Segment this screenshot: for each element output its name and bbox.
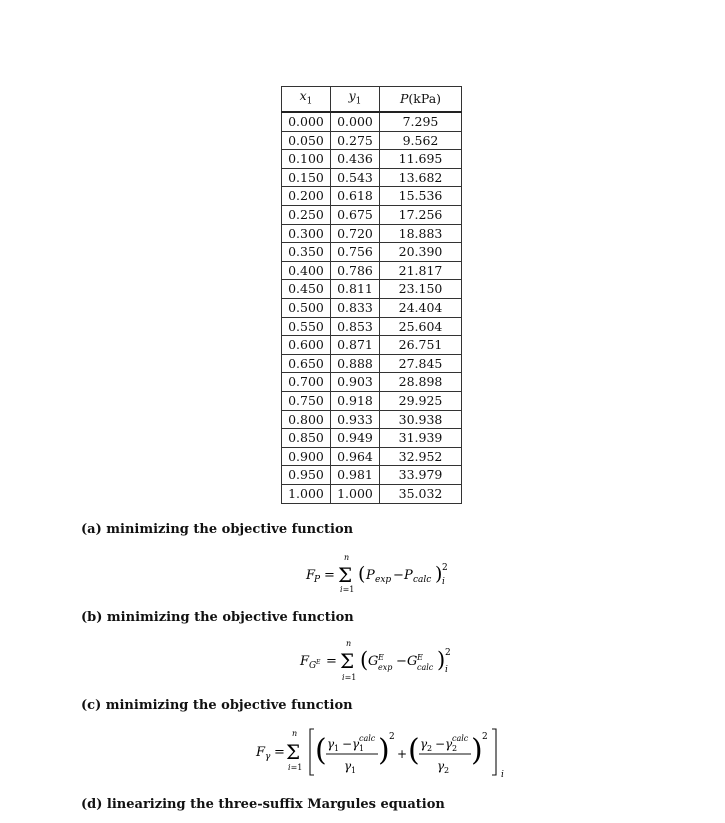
cell-pressure: 15.536 [380, 187, 462, 206]
cell-y1: 0.933 [331, 410, 380, 429]
svg-text:n: n [346, 639, 352, 648]
svg-text:calc: calc [417, 663, 434, 672]
cell-x1: 0.850 [282, 429, 331, 448]
cell-y1: 0.618 [331, 187, 380, 206]
svg-text:2: 2 [389, 732, 395, 742]
svg-text:calc: calc [359, 734, 376, 743]
svg-text:): ) [471, 733, 483, 768]
cell-y1: 0.853 [331, 317, 380, 336]
cell-pressure: 9.562 [380, 131, 462, 150]
cell-x1: 0.350 [282, 243, 331, 262]
svg-text:γ: γ [437, 759, 445, 773]
svg-text:+: + [397, 747, 408, 761]
svg-text:calc: calc [413, 575, 432, 585]
item-a-label: (a) minimizing the objective function [81, 522, 354, 537]
cell-x1: 0.200 [282, 187, 331, 206]
cell-pressure: 31.939 [380, 429, 462, 448]
table-row [282, 187, 462, 206]
cell-y1: 0.275 [331, 131, 380, 150]
cell-pressure: 26.751 [380, 336, 462, 355]
cell-pressure: 35.032 [380, 484, 462, 503]
svg-text:2: 2 [427, 744, 433, 753]
svg-text:1: 1 [359, 744, 365, 753]
table-row [282, 261, 462, 280]
cell-pressure: 32.952 [380, 447, 462, 466]
svg-text:γ: γ [265, 752, 271, 762]
svg-text:(: ( [315, 733, 327, 768]
cell-pressure: 17.256 [380, 206, 462, 225]
svg-text:exp: exp [378, 663, 393, 672]
cell-x1: 0.650 [282, 354, 331, 373]
cell-x1: 0.500 [282, 299, 331, 318]
cell-pressure: 20.390 [380, 243, 462, 262]
svg-text:): ) [378, 733, 390, 768]
svg-text:P: P [366, 568, 375, 583]
cell-x1: 1.000 [282, 484, 331, 503]
cell-x1: 0.250 [282, 206, 331, 225]
cell-y1: 1.000 [331, 484, 380, 503]
svg-text:Σ: Σ [286, 740, 301, 764]
svg-text:=: = [326, 654, 337, 669]
table-row [282, 429, 462, 448]
table-row [282, 447, 462, 466]
cell-y1: 0.903 [331, 373, 380, 392]
cell-pressure: 23.150 [380, 280, 462, 299]
svg-text:2: 2 [482, 732, 488, 742]
svg-text:2: 2 [445, 648, 451, 658]
cell-y1: 0.888 [331, 354, 380, 373]
cell-x1: 0.950 [282, 466, 331, 485]
cell-y1: 0.833 [331, 299, 380, 318]
svg-text:γ: γ [445, 737, 453, 751]
cell-pressure: 11.695 [380, 150, 462, 169]
table-row [282, 243, 462, 262]
svg-text:(: ( [358, 563, 366, 585]
cell-x1: 0.150 [282, 168, 331, 187]
equation-fp-svg [300, 550, 470, 594]
item-b-label: (b) minimizing the objective function [81, 610, 354, 625]
svg-text:(: ( [408, 733, 420, 768]
svg-text:i: i [501, 770, 504, 780]
cell-pressure: 33.979 [380, 466, 462, 485]
svg-text:=: = [274, 745, 285, 760]
table-row [282, 206, 462, 225]
svg-text:E: E [378, 653, 384, 662]
table-row [282, 299, 462, 318]
cell-x1: 0.050 [282, 131, 331, 150]
svg-text:γ: γ [327, 737, 335, 751]
cell-x1: 0.900 [282, 447, 331, 466]
svg-text:−: − [396, 654, 407, 669]
svg-text:γ: γ [420, 737, 428, 751]
table-row [282, 336, 462, 355]
equation-fge [296, 636, 476, 686]
equation-fgamma [254, 722, 524, 786]
svg-text:2: 2 [452, 744, 458, 753]
cell-y1: 0.543 [331, 168, 380, 187]
svg-text:−: − [393, 568, 404, 583]
svg-text:2: 2 [442, 563, 448, 573]
cell-y1: 0.675 [331, 206, 380, 225]
cell-y1: 0.756 [331, 243, 380, 262]
svg-text:i: i [445, 665, 448, 675]
svg-text:Σ: Σ [338, 563, 353, 587]
cell-y1: 0.964 [331, 447, 380, 466]
table-row [282, 466, 462, 485]
svg-text:): ) [435, 563, 443, 585]
table-row [282, 317, 462, 336]
cell-y1: 0.918 [331, 392, 380, 411]
cell-pressure: 21.817 [380, 261, 462, 280]
cell-pressure: 28.898 [380, 373, 462, 392]
table-header-row [282, 87, 462, 113]
cell-x1: 0.750 [282, 392, 331, 411]
equation-fge-svg [296, 636, 476, 682]
cell-x1: 0.000 [282, 112, 331, 131]
item-c-label: (c) minimizing the objective function [81, 698, 353, 713]
svg-text:γ: γ [344, 759, 352, 773]
table-row [282, 484, 462, 503]
cell-x1: 0.800 [282, 410, 331, 429]
svg-text:F: F [306, 568, 316, 583]
equation-fp [300, 550, 470, 598]
table-row [282, 280, 462, 299]
svg-text:E: E [417, 653, 423, 662]
cell-y1: 0.720 [331, 224, 380, 243]
svg-text:i=1: i=1 [288, 763, 303, 772]
svg-text:(: ( [360, 648, 369, 672]
svg-text:1: 1 [334, 744, 340, 753]
cell-y1: 0.871 [331, 336, 380, 355]
cell-y1: 0.436 [331, 150, 380, 169]
cell-pressure: 24.404 [380, 299, 462, 318]
cell-pressure: 7.295 [380, 112, 462, 131]
cell-pressure: 30.938 [380, 410, 462, 429]
svg-text:1: 1 [351, 766, 357, 775]
svg-text:Σ: Σ [340, 649, 355, 673]
svg-text:P: P [404, 568, 413, 583]
header-y1: $y_1$ [331, 87, 380, 113]
svg-text:i: i [442, 577, 445, 587]
svg-text:n: n [344, 553, 350, 562]
vle-data-table [281, 86, 462, 504]
svg-text:): ) [437, 648, 446, 672]
cell-y1: 0.981 [331, 466, 380, 485]
header-x1: $x_1$ [282, 87, 331, 113]
cell-x1: 0.600 [282, 336, 331, 355]
table-row [282, 354, 462, 373]
cell-x1: 0.300 [282, 224, 331, 243]
cell-x1: 0.400 [282, 261, 331, 280]
svg-text:E: E [316, 659, 321, 666]
cell-x1: 0.100 [282, 150, 331, 169]
table-row [282, 112, 462, 131]
table-row [282, 373, 462, 392]
svg-text:−: − [435, 737, 446, 751]
svg-text:G: G [309, 661, 317, 671]
cell-y1: 0.949 [331, 429, 380, 448]
cell-y1: 0.000 [331, 112, 380, 131]
table-row [282, 168, 462, 187]
cell-y1: 0.786 [331, 261, 380, 280]
table-row [282, 410, 462, 429]
cell-x1: 0.700 [282, 373, 331, 392]
table-row [282, 224, 462, 243]
table-row [282, 150, 462, 169]
cell-x1: 0.550 [282, 317, 331, 336]
cell-pressure: 27.845 [380, 354, 462, 373]
cell-pressure: 29.925 [380, 392, 462, 411]
svg-text:F: F [256, 745, 266, 760]
svg-text:γ: γ [352, 737, 360, 751]
cell-x1: 0.450 [282, 280, 331, 299]
table-body [282, 112, 462, 503]
item-d-label: (d) linearizing the three-suffix Margules equation [81, 797, 445, 812]
svg-text:G: G [407, 654, 418, 669]
svg-text:exp: exp [375, 575, 392, 585]
cell-pressure: 25.604 [380, 317, 462, 336]
cell-y1: 0.811 [331, 280, 380, 299]
svg-text:G: G [368, 654, 379, 669]
svg-text:P: P [314, 575, 321, 585]
svg-text:F: F [300, 654, 310, 669]
header-pressure: P(kPa) [380, 87, 462, 113]
svg-text:i=1: i=1 [342, 673, 357, 682]
table-row [282, 131, 462, 150]
cell-pressure: 18.883 [380, 224, 462, 243]
svg-text:2: 2 [444, 766, 450, 775]
svg-text:=: = [324, 568, 335, 583]
table-row [282, 392, 462, 411]
svg-text:−: − [342, 737, 353, 751]
cell-pressure: 13.682 [380, 168, 462, 187]
svg-text:n: n [292, 729, 298, 738]
svg-text:i=1: i=1 [340, 585, 355, 594]
equation-fgamma-svg [254, 722, 524, 782]
svg-text:calc: calc [452, 734, 469, 743]
